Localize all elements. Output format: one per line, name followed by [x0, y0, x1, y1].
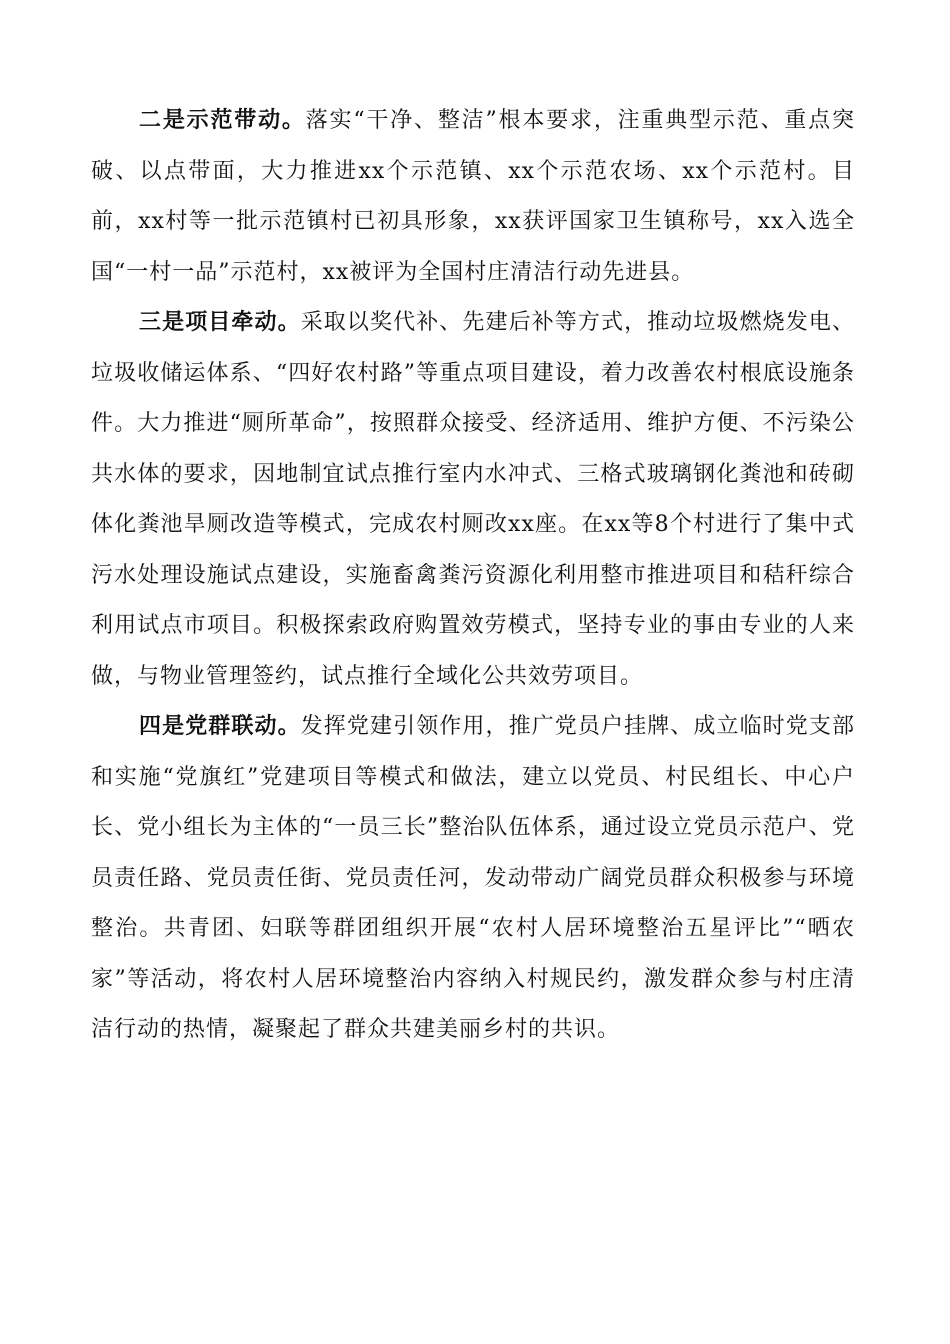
paragraph-lead: 四是党群联动。	[139, 714, 301, 739]
document-page	[91, 96, 855, 1056]
paragraph-lead: 三是项目牵动。	[139, 310, 301, 335]
paragraph-body: 落实“干净、整洁”根本要求，注重典型示范、重点突破、以点带面，大力推进xx个示范镇、xx个示范农场、xx个示范村。目前，xx村等一批示范镇村已初具形象，xx获评国家卫生镇称号，xx入选全国“一村一品”示范村，xx被评为全国村庄清洁行动先进县。	[91, 108, 855, 285]
paragraph-body: 发挥党建引领作用，推广党员户挂牌、成立临时党支部和实施“党旗红”党建项目等模式和做法，建立以党员、村民组长、中心户长、党小组长为主体的“一员三长”整治队伍体系，通过设立党员示范户、党员责任路、党员责任街、党员责任河，发动带动广阔党员群众积极参与环境整治。共青团、妇联等群团组织开展“农村人居环境整治五星评比”“晒农家”等活动，将农村人居环境整治内容纳入村规民约，激发群众参与村庄清洁行动的热情，凝聚起了群众共建美丽乡村的共识。	[91, 714, 855, 1042]
paragraph-projects	[91, 298, 855, 702]
paragraph-party-mass	[91, 702, 855, 1056]
paragraph-demonstration	[91, 96, 855, 298]
paragraph-body: 采取以奖代补、先建后补等方式，推动垃圾燃烧发电、垃圾收储运体系、“四好农村路”等重点项目建设，着力改善农村根底设施条件。大力推进“厕所革命”，按照群众接受、经济适用、维护方便、不污染公共水体的要求，因地制宜试点推行室内水冲式、三格式玻璃钢化粪池和砖砌体化粪池旱厕改造等模式，完成农村厕改xx座。在xx等8个村进行了集中式污水处理设施试点建设，实施畜禽粪污资源化利用整市推进项目和秸秆综合利用试点市项目。积极探索政府购置效劳模式，坚持专业的事由专业的人来做，与物业管理签约，试点推行全域化公共效劳项目。	[91, 310, 855, 689]
paragraph-lead: 二是示范带动。	[139, 108, 306, 133]
